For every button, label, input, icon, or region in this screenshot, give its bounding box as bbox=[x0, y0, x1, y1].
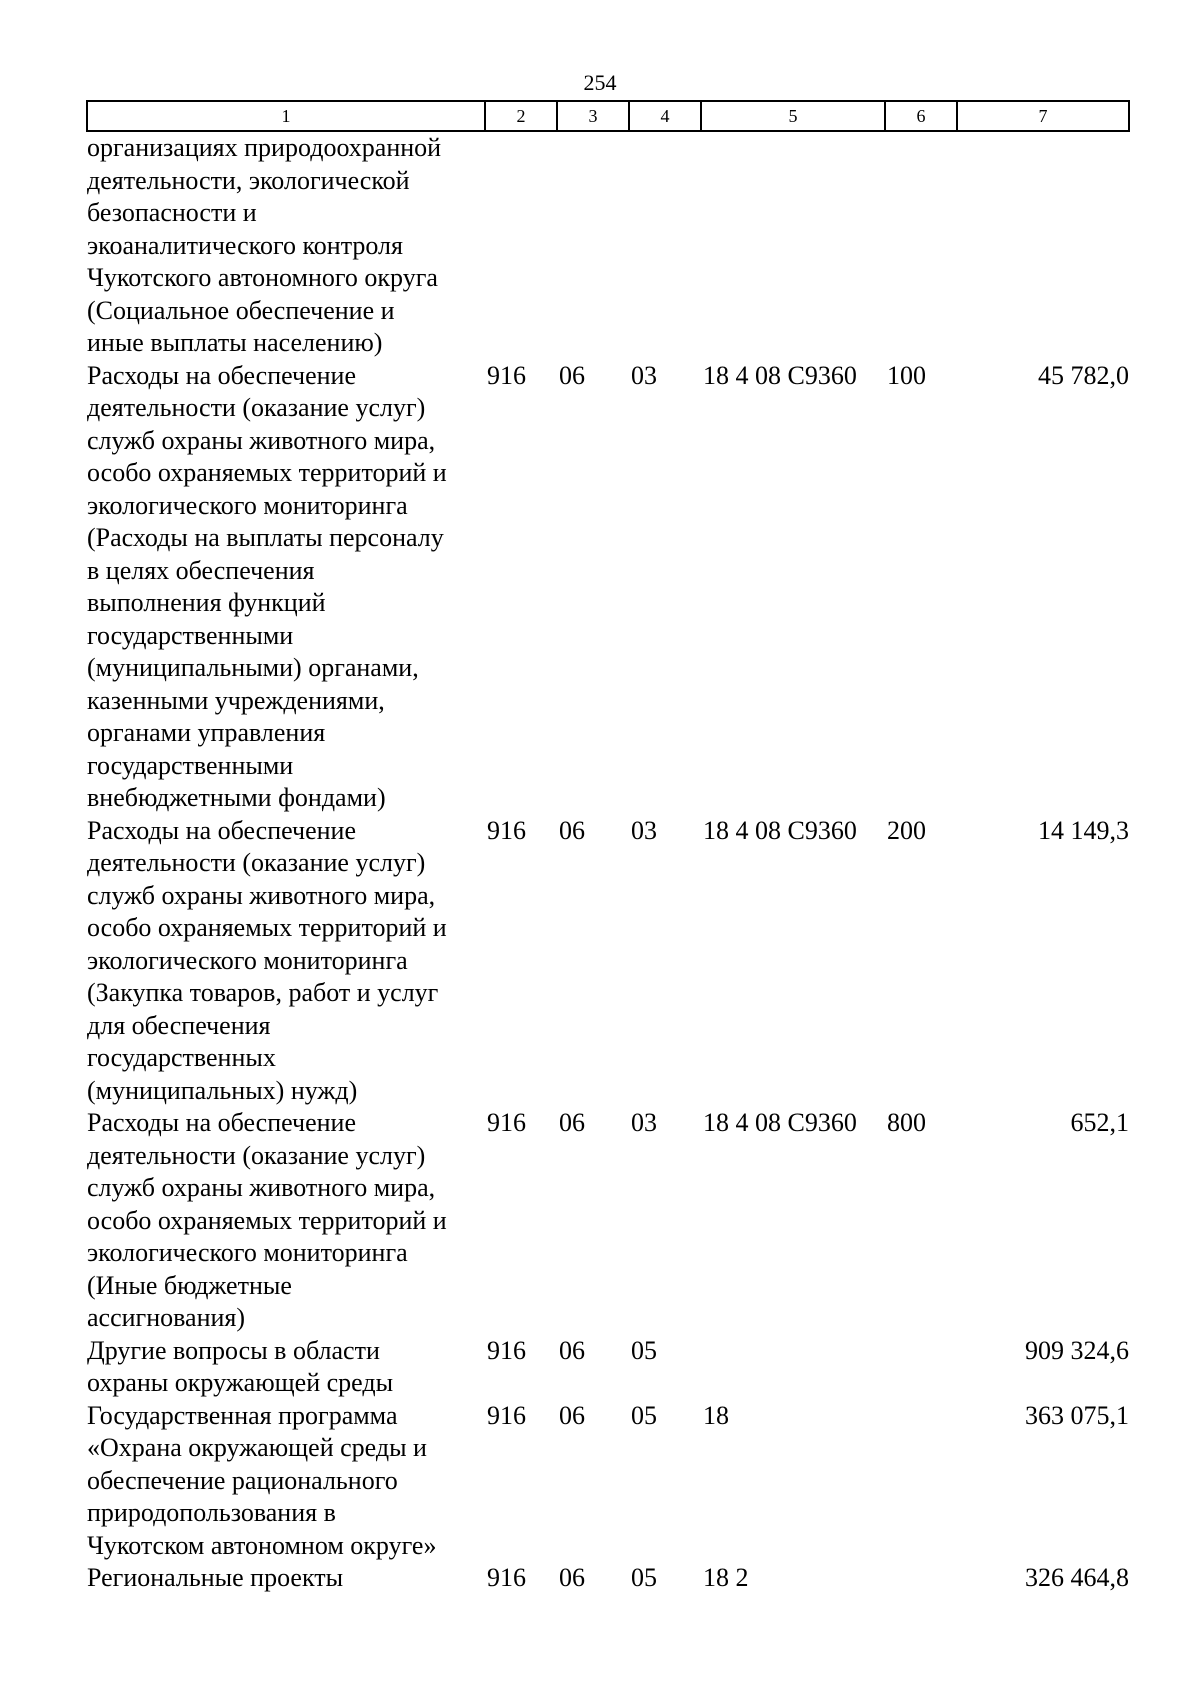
expense-type-cell bbox=[885, 131, 957, 360]
table-row bbox=[87, 1335, 1129, 1400]
grbs-code-cell: 916 bbox=[487, 815, 526, 845]
grbs-code-cell: 916 bbox=[487, 1108, 526, 1137]
grbs-code-cell: 916 bbox=[487, 360, 526, 390]
column-number-row bbox=[87, 101, 1129, 131]
amount-cell: 652,1 bbox=[1070, 1108, 1129, 1137]
expense-type-cell: 100 bbox=[887, 360, 926, 390]
table-row bbox=[87, 1562, 1129, 1595]
column-header: 5 bbox=[701, 101, 885, 131]
subsection-code-cell: 03 bbox=[631, 815, 657, 845]
expense-name-cell: Расходы на обеспечение деятельности (оказание услуг) служб охраны животного мира, особо охраняемых территорий и экологического мониторинга (Закупка товаров, работ и услуг для обеспечения государственных (муниципальных) нужд) bbox=[87, 815, 447, 1105]
expense-name-cell: Расходы на обеспечение деятельности (оказание услуг) служб охраны животного мира, особо охраняемых территорий и экологического мониторинга (Иные бюджетные ассигнования) bbox=[87, 1108, 447, 1332]
expense-type-cell: 200 bbox=[887, 815, 926, 845]
target-article-cell: 18 2 bbox=[703, 1563, 749, 1592]
expense-name-cell: Государственная программа «Охрана окружающей среды и обеспечение рационального природопользования в Чукотском автономном округе» bbox=[87, 1400, 437, 1560]
target-article-cell bbox=[701, 1335, 885, 1400]
table-row bbox=[87, 815, 1129, 1108]
expense-type-cell: 800 bbox=[887, 1108, 926, 1137]
amount-cell: 909 324,6 bbox=[1025, 1335, 1129, 1365]
expense-name-cell: организациях природоохранной деятельности, экологической безопасности и экоаналитического контроля Чукотского автономного округа (Социальное обеспечение и иные выплаты населению) bbox=[87, 133, 442, 357]
section-code-cell: 06 bbox=[559, 1400, 585, 1430]
subsection-code-cell bbox=[629, 131, 701, 360]
section-code-cell: 06 bbox=[559, 1108, 585, 1137]
target-article-cell bbox=[701, 131, 885, 360]
grbs-code-cell: 916 bbox=[487, 1400, 526, 1430]
grbs-code-cell bbox=[485, 131, 557, 360]
expense-name-cell: Расходы на обеспечение деятельности (оказание услуг) служб охраны животного мира, особо охраняемых территорий и экологического мониторинга (Расходы на выплаты персоналу в целях обеспечения выполнения функций государственными (муниципальными) органами, казенными учреждениями, органами управления государственными внебюджетными фондами) bbox=[87, 360, 447, 812]
page-number: 254 bbox=[583, 70, 617, 95]
expense-type-cell bbox=[885, 1400, 957, 1563]
expense-type-cell bbox=[885, 1335, 957, 1400]
column-header: 7 bbox=[957, 101, 1129, 131]
amount-cell: 14 149,3 bbox=[1038, 815, 1129, 845]
section-code-cell: 06 bbox=[559, 1335, 585, 1365]
target-article-cell: 18 4 08 С9360 bbox=[703, 815, 857, 845]
expense-name-cell: Другие вопросы в области охраны окружающей среды bbox=[87, 1335, 394, 1397]
section-code-cell: 06 bbox=[559, 815, 585, 845]
subsection-code-cell: 05 bbox=[631, 1400, 657, 1430]
table-row bbox=[87, 1107, 1129, 1335]
table-row bbox=[87, 131, 1129, 360]
target-article-cell: 18 4 08 С9360 bbox=[703, 1108, 857, 1137]
subsection-code-cell: 05 bbox=[631, 1563, 657, 1592]
expense-type-cell bbox=[885, 1562, 957, 1595]
amount-cell: 45 782,0 bbox=[1038, 360, 1129, 390]
column-header: 1 bbox=[87, 101, 485, 131]
grbs-code-cell: 916 bbox=[487, 1563, 526, 1592]
column-header: 6 bbox=[885, 101, 957, 131]
target-article-cell: 18 4 08 С9360 bbox=[703, 360, 857, 390]
subsection-code-cell: 03 bbox=[631, 360, 657, 390]
amount-cell: 326 464,8 bbox=[1025, 1563, 1129, 1592]
budget-table bbox=[86, 100, 1130, 1595]
column-header: 3 bbox=[557, 101, 629, 131]
amount-cell: 363 075,1 bbox=[1025, 1400, 1129, 1430]
subsection-code-cell: 03 bbox=[631, 1108, 657, 1137]
subsection-code-cell: 05 bbox=[631, 1335, 657, 1365]
section-code-cell: 06 bbox=[559, 1563, 585, 1592]
section-code-cell bbox=[557, 131, 629, 360]
target-article-cell: 18 bbox=[703, 1400, 729, 1430]
amount-cell bbox=[957, 131, 1129, 360]
table-row bbox=[87, 1400, 1129, 1563]
table-body bbox=[87, 131, 1129, 1595]
table-row bbox=[87, 360, 1129, 815]
expense-name-cell: Региональные проекты bbox=[87, 1563, 344, 1592]
grbs-code-cell: 916 bbox=[487, 1335, 526, 1365]
column-header: 2 bbox=[485, 101, 557, 131]
column-header: 4 bbox=[629, 101, 701, 131]
section-code-cell: 06 bbox=[559, 360, 585, 390]
